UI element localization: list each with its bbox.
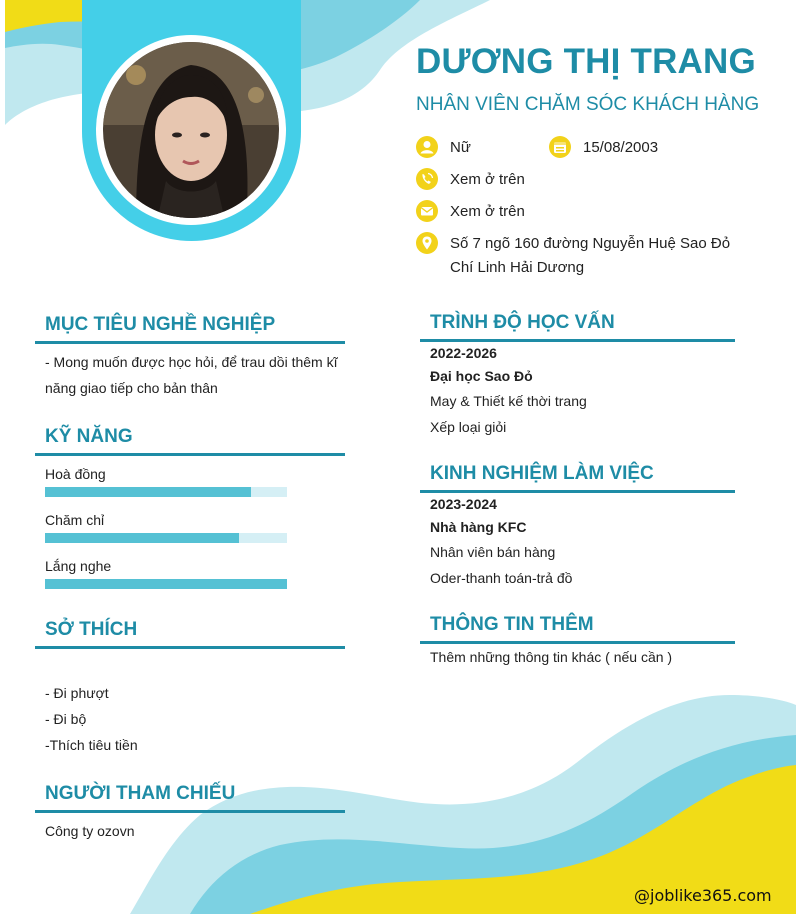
objective-line-2: năng giao tiếp cho bản thân <box>45 380 218 396</box>
objective-title: MỤC TIÊU NGHỀ NGHIỆP <box>45 314 276 335</box>
skill-bar-3 <box>45 579 287 589</box>
phone-icon <box>416 168 438 190</box>
extra-info-title: THÔNG TIN THÊM <box>430 614 594 635</box>
hobby-item: - Đi phượt <box>45 685 109 701</box>
full-name: DƯƠNG THỊ TRANG <box>416 42 756 81</box>
watermark: @joblike365.com <box>634 886 772 905</box>
address-row <box>416 232 730 280</box>
experience-company: Nhà hàng KFC <box>430 519 527 535</box>
education-title: TRÌNH ĐỘ HỌC VẤN <box>430 312 615 333</box>
location-pin-icon <box>416 232 438 254</box>
skill-label-2: Chăm chỉ <box>45 512 105 528</box>
objective-line-1: - Mong muốn được học hỏi, để trau dồi thêm kĩ <box>45 354 338 370</box>
skill-bar-1 <box>45 487 287 497</box>
skills-divider <box>35 453 345 456</box>
email-value: Xem ở trên <box>450 203 525 220</box>
skill-bar-2 <box>45 533 287 543</box>
gender-row <box>416 136 471 160</box>
skill-bar-2-fill <box>45 533 239 543</box>
hobbies-title: SỞ THÍCH <box>45 619 138 640</box>
profile-photo <box>96 35 286 225</box>
skills-title: KỸ NĂNG <box>45 426 133 447</box>
hobby-item: - Đi bộ <box>45 711 87 727</box>
address-line-1: Số 7 ngõ 160 đường Nguyễn Huệ Sao Đỏ <box>450 235 731 252</box>
experience-period: 2023-2024 <box>430 496 497 512</box>
education-rank: Xếp loại giỏi <box>430 419 507 435</box>
hobby-item: -Thích tiêu tiền <box>45 737 138 753</box>
person-icon <box>416 136 438 158</box>
calendar-icon <box>549 136 571 158</box>
experience-position: Nhân viên bán hàng <box>430 544 556 560</box>
references-title: NGƯỜI THAM CHIẾU <box>45 783 236 804</box>
email-row <box>416 200 525 224</box>
phone-value: Xem ở trên <box>450 171 525 188</box>
education-school: Đại học Sao Đỏ <box>430 368 533 384</box>
phone-row <box>416 168 525 192</box>
skill-label-1: Hoà đồng <box>45 466 106 482</box>
education-major: May & Thiết kế thời trang <box>430 393 587 409</box>
extra-info-text: Thêm những thông tin khác ( nếu cần ) <box>430 649 673 665</box>
address-line-2: Chí Linh Hải Dương <box>450 259 585 276</box>
birthday-row <box>549 136 658 160</box>
mail-icon <box>416 200 438 222</box>
address-value <box>450 232 730 280</box>
hobbies-divider <box>35 646 345 649</box>
gender-value: Nữ <box>450 139 471 156</box>
objective-text <box>45 349 350 401</box>
birthday-value: 15/08/2003 <box>583 139 659 156</box>
objective-divider <box>35 341 345 344</box>
education-period: 2022-2026 <box>430 345 497 361</box>
skill-bar-3-fill <box>45 579 287 589</box>
experience-title: KINH NGHIỆM LÀM VIỆC <box>430 463 654 484</box>
skill-label-3: Lắng nghe <box>45 558 112 574</box>
experience-duties: Oder-thanh toán-trả đồ <box>430 570 573 586</box>
job-title: NHÂN VIÊN CHĂM SÓC KHÁCH HÀNG <box>416 94 760 115</box>
references-divider <box>35 810 345 813</box>
references-text: Công ty ozovn <box>45 823 135 839</box>
skill-bar-1-fill <box>45 487 251 497</box>
